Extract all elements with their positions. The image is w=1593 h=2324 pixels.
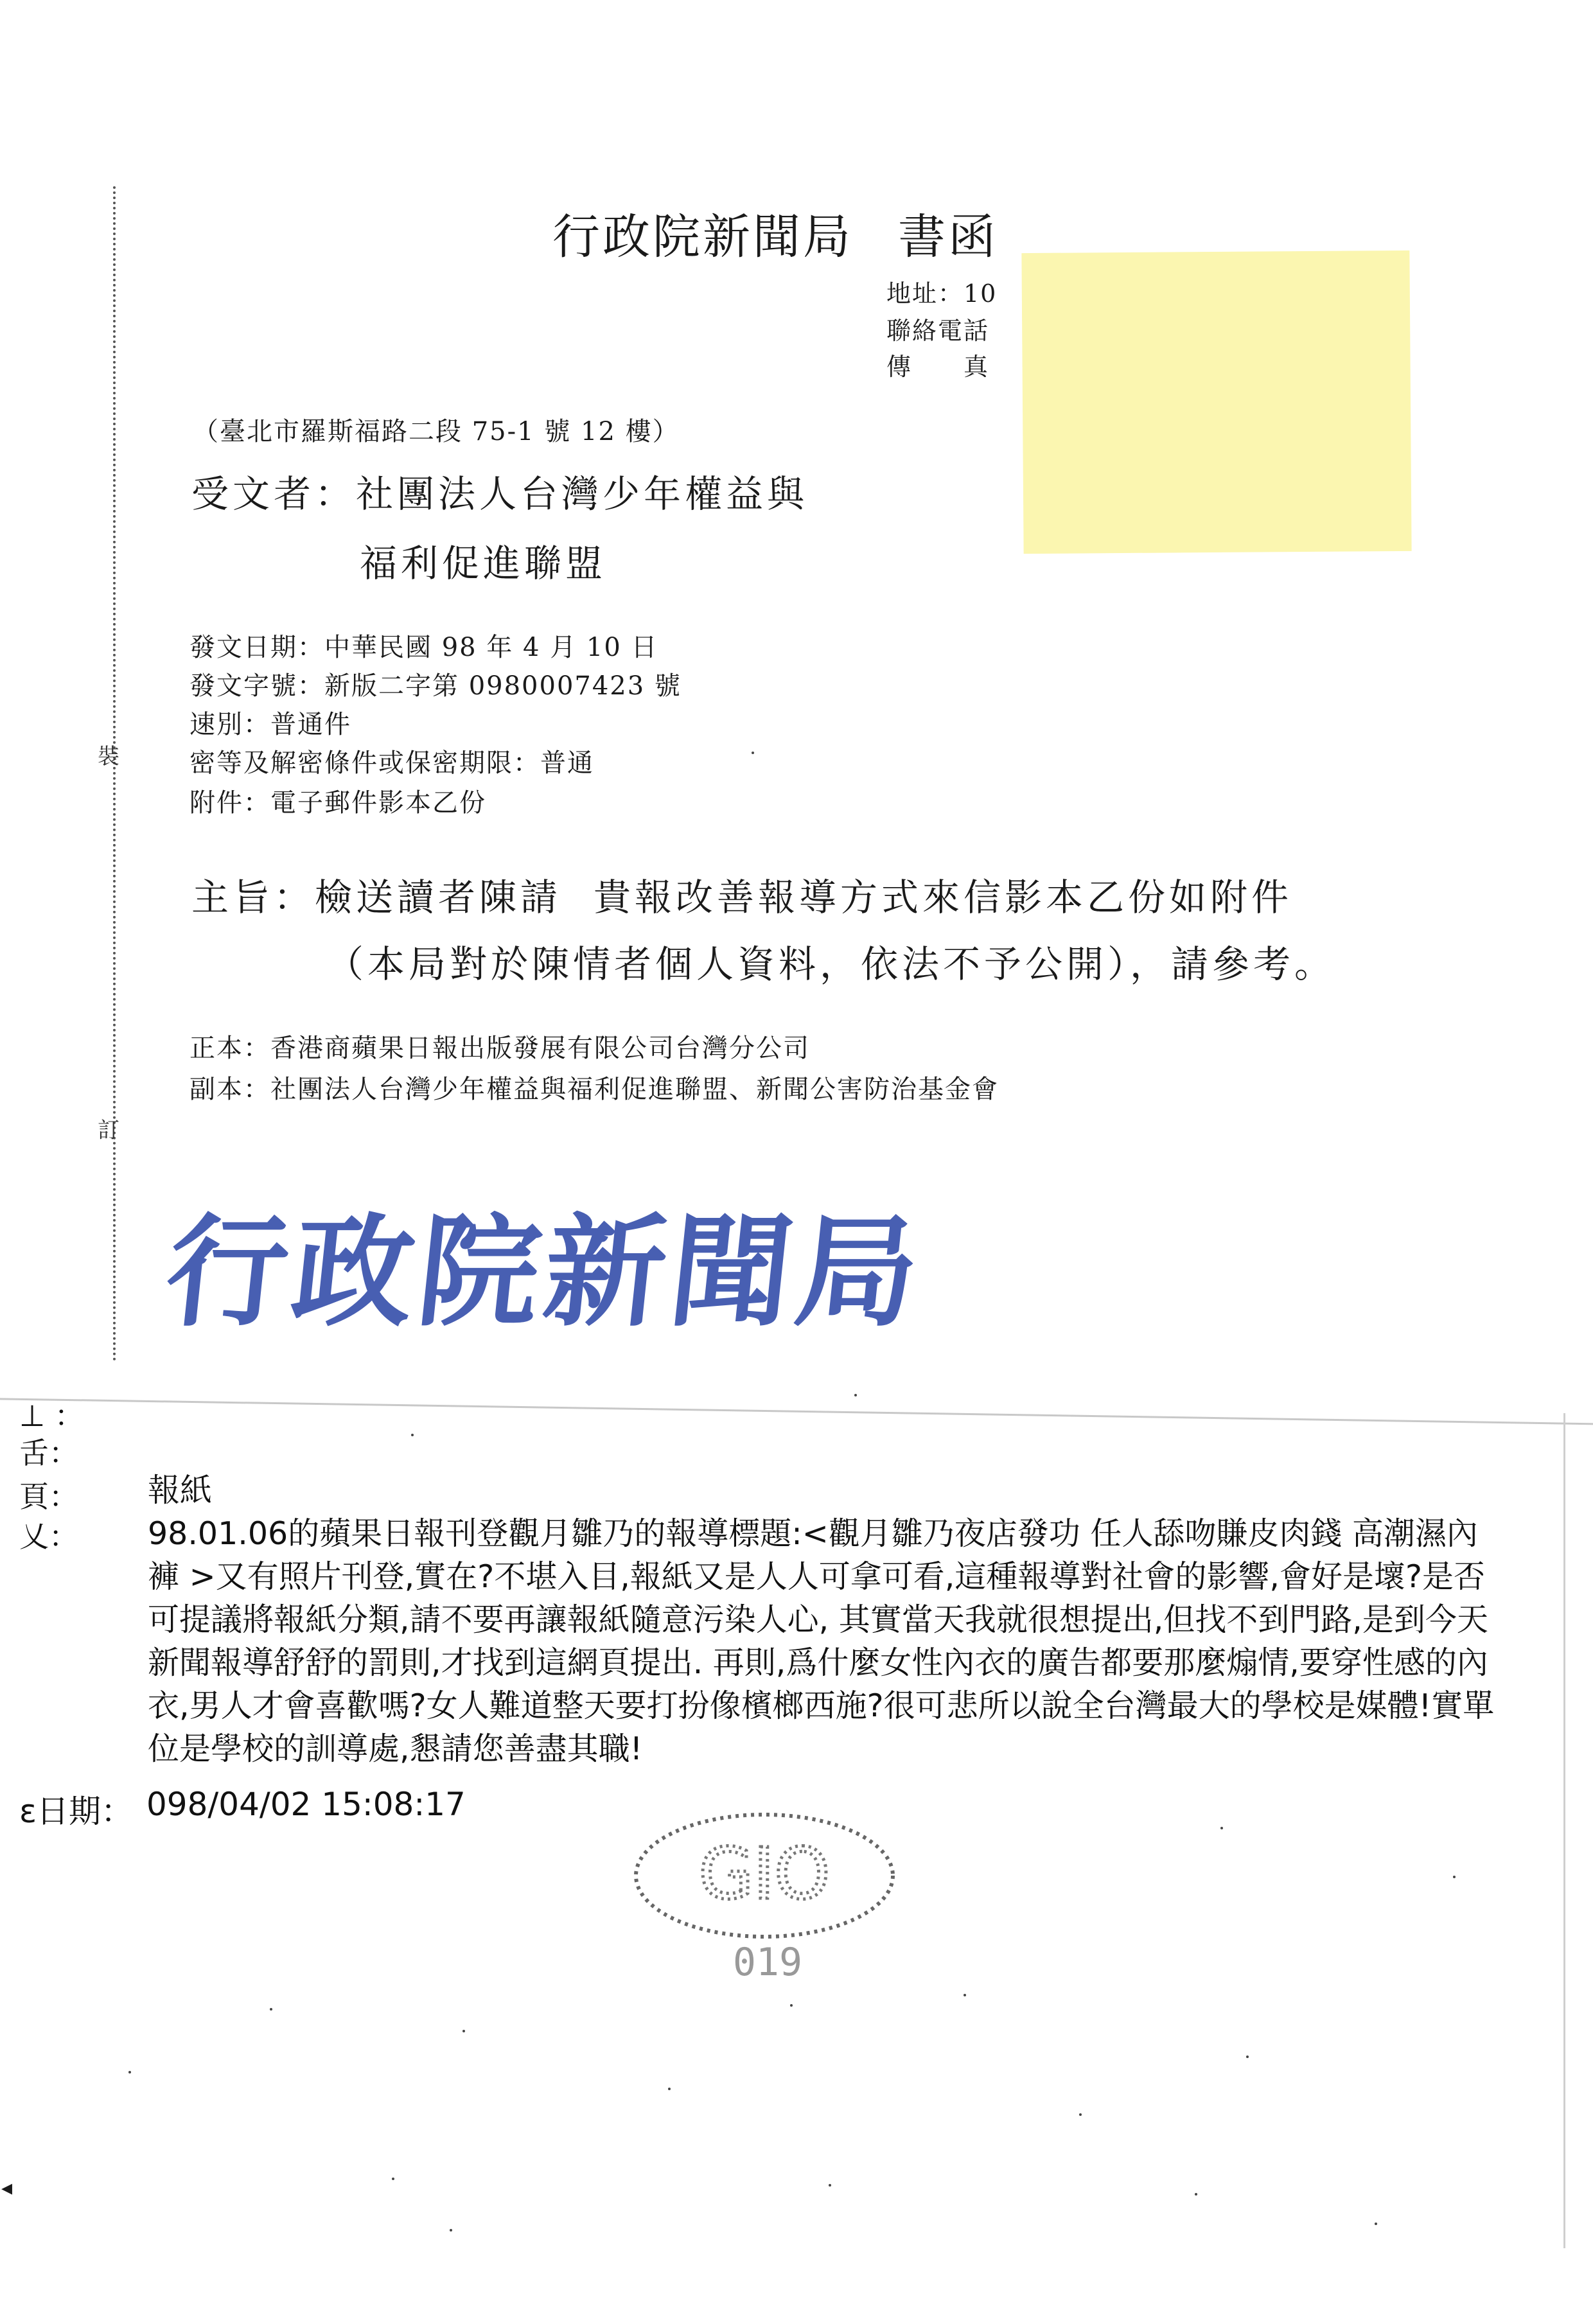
scan-speck [450,2229,452,2232]
gio-received-stamp [604,1799,925,1991]
stamp-number: 019 [732,1940,803,1985]
email-label-3: 頁： [19,1479,78,1514]
document-title [552,199,998,267]
email-date-label: ɛ日期： [19,1793,134,1830]
recipient-line-1: 受文者：社團法人台灣少年權益與 [191,472,809,516]
document-type: 書函 [898,209,998,265]
subject-part-1: 主旨：檢送讀者陳請 [191,876,562,919]
scan-speck [270,2008,272,2011]
contact-phone: 聯絡電話 [886,317,990,345]
scan-speck [128,2071,131,2073]
email-body: 98.01.06的蘋果日報刊登觀月雛乃的報導標題:<觀月雛乃夜店發功 任人舔吻賺皮肉錢 高潮濕內褲 >又有照片刊登,實在?不堪入目,報紙又是人人可拿可看,這種報導對社會的影響,會好是壞?是否可提議將報紙分類,請不要再讓報紙隨意污染人心, 其實當天我就很想提出,但找不到門路,是到今天新聞報導舒舒的罰則,才找到這網頁提出. 再則,爲什麼女性內衣的廣告都要那麼煽情,要穿性感的內衣,男人才會喜歡嗎?女人難道整天要打扮像檳榔西施?很可悲所以說全台灣最大的學校是媒體!實單位是學校的訓導處,懇請您善盡其職! [148,1515,1495,1767]
subject-line-1 [191,867,1292,921]
scan-speck [1375,2223,1377,2225]
security-level: 密等及解密條件或保密期限：普通 [189,748,594,778]
scan-speck [668,2088,671,2090]
scan-speck [854,1394,857,1396]
scan-speck [462,2030,465,2032]
contact-fax: 傳 真 [886,353,990,381]
issue-date: 發文日期：中華民國 98 年 4 月 10 日 [189,633,658,662]
email-label-4: 乂： [19,1519,78,1554]
delivery-speed: 速別：普通件 [189,710,351,739]
stamp-logo: GIO [698,1833,831,1915]
binding-mark-ding: 訂 [98,1118,119,1143]
scan-speck [964,1994,966,1996]
binding-line [113,186,116,1362]
scan-speck [1246,2056,1249,2058]
scan-speck [1453,1876,1456,1878]
email-label-2: 舌： [19,1436,78,1470]
email-heading: 報紙 [148,1472,212,1509]
agency-name: 行政院新聞局 [552,209,853,265]
scan-speck [752,752,754,754]
scan-speck [829,2184,831,2187]
sticky-note-redaction [1021,251,1411,554]
scan-speck [1079,2113,1082,2116]
primary-recipient: 正本：香港商蘋果日報出版發展有限公司台灣分公司 [189,1034,810,1063]
scan-speck [411,1434,414,1436]
scan-speck [392,2178,394,2180]
email-label-1: ⊥ ： [19,1398,84,1433]
arrow-mark: ◂ [1,2175,13,2201]
carbon-copy: 副本：社團法人台灣少年權益與福利促進聯盟、新聞公害防治基金會 [189,1075,999,1104]
recipient-address: （臺北市羅斯福路二段 75-1 號 12 樓） [193,417,680,446]
document-number: 發文字號：新版二字第 0980007423 號 [189,671,682,701]
scan-speck [790,2004,793,2007]
scan-speck [1220,1827,1223,1829]
subject-line-2: （本局對於陳情者個人資料，依法不予公開），請參考。 [326,942,1336,986]
sheet-edge [1563,1413,1565,2248]
binding-mark-zhuang: 裝 [98,744,119,770]
recipient-line-2: 福利促進聯盟 [360,541,607,585]
contact-address: 地址：10 [886,279,998,308]
email-date: 098/04/02 15:08:17 [146,1786,466,1823]
attachment-info: 附件：電子郵件影本乙份 [189,788,486,818]
subject-part-2: 貴報改善報導方式來信影本乙份如附件 [594,876,1293,919]
scan-speck [1195,2193,1197,2196]
official-seal: 行政院新聞局 [159,1202,930,1343]
